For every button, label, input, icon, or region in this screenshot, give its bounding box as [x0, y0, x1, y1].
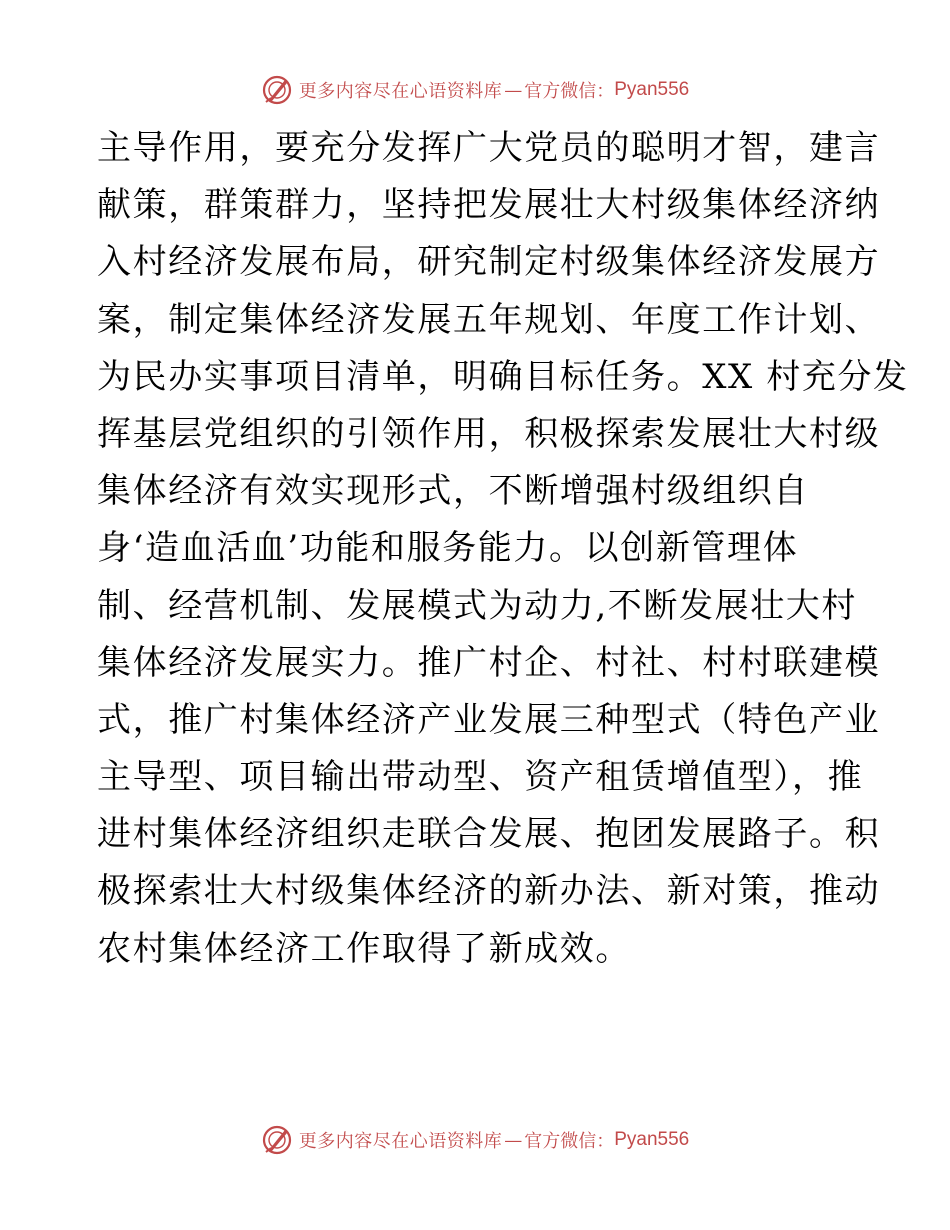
- document-body: [97, 120, 909, 978]
- body-line: 式，推广村集体经济产业发展三种型式（特色产业: [97, 699, 881, 740]
- watermark-text: 更多内容尽在心语资料库: [298, 1131, 503, 1152]
- body-line: 主导型、项目输出带动型、资产租赁增值型），推: [97, 757, 864, 798]
- body-line: 挥基层党组织的引领作用，积极探索发展壮大村级: [97, 413, 881, 454]
- body-line: 集体经济有效实现形式，不断增强村级组织自: [97, 471, 809, 512]
- watermark-wechat-id: Pyan556: [614, 79, 690, 100]
- body-line: 献策，群策群力，坚持把发展壮大村级集体经济纳: [97, 185, 881, 226]
- watermark-label: 官方微信：: [524, 1131, 615, 1152]
- body-line: 为民办实事项目清单，明确目标任务。XX 村充分发: [97, 356, 909, 397]
- header-watermark: [0, 70, 950, 110]
- body-line: 身‘造血活血’功能和服务能力。以创新管理体: [97, 528, 799, 569]
- feather-seal-icon: [261, 1124, 293, 1156]
- body-line: 入村经济发展布局，研究制定村级集体经济发展方: [97, 242, 881, 283]
- body-line: 案，制定集体经济发展五年规划、年度工作计划、: [97, 299, 881, 340]
- watermark-text: 更多内容尽在心语资料库: [298, 81, 503, 102]
- watermark-wechat-id: Pyan556: [614, 1129, 690, 1150]
- body-line: 进村集体经济组织走联合发展、抱团发展路子。积: [97, 814, 881, 855]
- body-line: 制、经营机制、发展模式为动力,不断发展壮大村: [97, 585, 858, 626]
- footer-watermark: [0, 1120, 950, 1160]
- body-line: 主导作用，要充分发挥广大党员的聪明才智，建言: [97, 128, 881, 168]
- body-line: 集体经济发展实力。推广村企、村社、村村联建模: [97, 642, 881, 683]
- body-line: 极探索壮大村级集体经济的新办法、新对策，推动: [97, 871, 881, 912]
- watermark-label: 官方微信：: [524, 81, 615, 102]
- body-line: 农村集体经济工作取得了新成效。: [97, 928, 631, 969]
- watermark-separator: —: [504, 1129, 523, 1151]
- feather-seal-icon: [261, 74, 293, 106]
- watermark-separator: —: [504, 79, 523, 101]
